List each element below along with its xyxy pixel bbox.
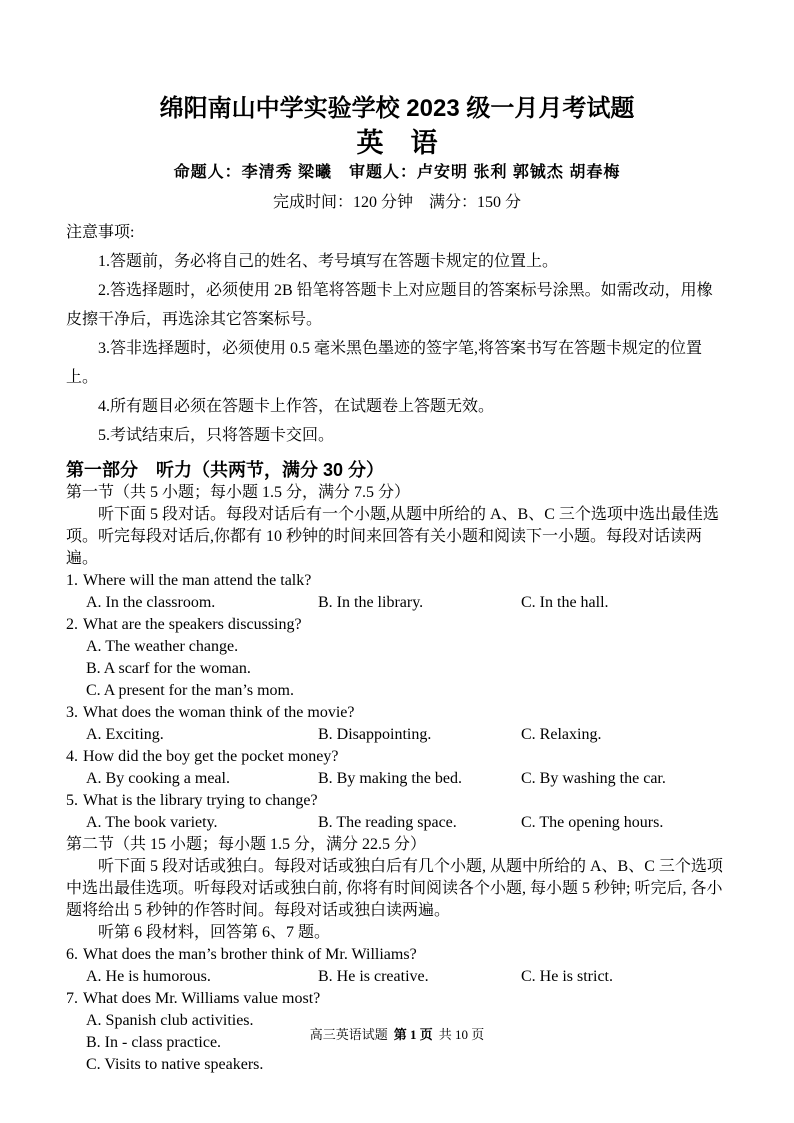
question-1-text: Where will the man attend the talk? [83, 572, 312, 589]
option-a: A. The weather change. [86, 638, 239, 655]
notice-item-5: 5.考试结束后，只将答题卡交回。 [98, 427, 335, 444]
option-c: C. Visits to native speakers. [86, 1056, 264, 1073]
section1-instructions: 听下面 5 段对话。每段对话后有一个小题,从题中所给的 A、B、C 三个选项中选出最佳选项。听完每段对话后,你都有 10 秒钟的时间来回答有关小题和阅读下一小题。每段对话读两遍。 [66, 506, 719, 567]
option-b: B. Disappointing. [318, 726, 432, 743]
option-b: B. The reading space. [318, 814, 457, 831]
question-6-options [66, 966, 728, 988]
question-3-options [66, 724, 728, 746]
option-b: B. He is creative. [318, 968, 429, 985]
option-c: C. In the hall. [521, 594, 609, 611]
question-5 [66, 790, 728, 812]
question-7-text: What does Mr. Williams value most? [83, 990, 321, 1007]
question-6-text: What does the man’s brother think of Mr. Williams? [83, 946, 417, 963]
time-score-line: 完成时间：120 分钟 满分：150 分 [272, 194, 521, 211]
option-b: B. In the library. [318, 594, 424, 611]
notice-item-2: 2.答选择题时，必须使用 2B 铅笔将答题卡上对应题目的答案标号涂黑。如需改动，用橡皮擦干净后，再选涂其它答案标号。 [66, 282, 713, 328]
question-7-number: 7. [66, 990, 78, 1007]
notice-item-3: 3.答非选择题时，必须使用 0.5 毫米黑色墨迹的签字笔,将答案书写在答题卡规定的位置上。 [66, 340, 703, 386]
setters-line: 命题人：李清秀 梁曦 审题人：卢安明 张利 郭铖杰 胡春梅 [173, 164, 621, 181]
footer-doc-title: 高三英语试题 [309, 1027, 388, 1042]
option-a: A. Spanish club activities. [86, 1012, 254, 1029]
question-6 [66, 944, 728, 966]
question-3-text: What does the woman think of the movie? [83, 704, 355, 721]
option-a: A. Exciting. [86, 726, 164, 743]
question-4-text: How did the boy get the pocket money? [83, 748, 339, 765]
notice-item-4: 4.所有题目必须在答题卡上作答，在试题卷上答题无效。 [98, 398, 495, 415]
option-b: B. By making the bed. [318, 770, 462, 787]
part1-heading: 第一部分 听力（共两节，满分 30 分） [66, 460, 385, 480]
question-2-options [66, 636, 728, 702]
option-c: C. By washing the car. [521, 770, 666, 787]
question-4-number: 4. [66, 748, 78, 765]
footer-page-number: 第 1 页 [393, 1027, 433, 1042]
question-4 [66, 746, 728, 768]
question-1 [66, 570, 728, 592]
question-6-number: 6. [66, 946, 78, 963]
option-b: B. A scarf for the woman. [86, 660, 251, 677]
question-7 [66, 988, 728, 1010]
page-footer [0, 1026, 794, 1044]
question-3 [66, 702, 728, 724]
question-5-options [66, 812, 728, 834]
option-a: A. By cooking a meal. [86, 770, 230, 787]
option-a: A. He is humorous. [86, 968, 211, 985]
option-a: A. The book variety. [86, 814, 218, 831]
question-4-options [66, 768, 728, 790]
section2-heading: 第二节（共 15 小题；每小题 1.5 分，满分 22.5 分） [66, 836, 427, 853]
question-1-options [66, 592, 728, 614]
section2-instructions: 听下面 5 段对话或独白。每段对话或独白后有几个小题, 从题中所给的 A、B、C 三个选项中选出最佳选项。听每段对话或独白前, 你将有时间阅读各个小题, 每小题 5 秒钟; 听完后, 各小题将给出 5 秒钟的作答时间。每段对话或独白读两遍。 [66, 858, 723, 919]
notice-section [66, 218, 728, 450]
option-c: C. Relaxing. [521, 726, 602, 743]
question-2-number: 2. [66, 616, 78, 633]
question-5-number: 5. [66, 792, 78, 809]
exam-title: 绵阳南山中学实验学校 2023 级一月月考试题 [159, 95, 635, 122]
question-5-text: What is the library trying to change? [83, 792, 318, 809]
option-c: C. The opening hours. [521, 814, 664, 831]
subject-title: 英 语 [356, 128, 438, 158]
option-c: C. He is strict. [521, 968, 613, 985]
section2-material-note: 听第 6 段材料，回答第 6、7 题。 [98, 924, 331, 941]
question-2-text: What are the speakers discussing? [83, 616, 302, 633]
footer-total-pages: 共 10 页 [438, 1027, 485, 1042]
section1-heading: 第一节（共 5 小题；每小题 1.5 分，满分 7.5 分） [66, 484, 411, 501]
option-b: B. In - class practice. [86, 1034, 222, 1051]
question-2 [66, 614, 728, 636]
notice-heading: 注意事项: [66, 224, 135, 241]
option-a: A. In the classroom. [86, 594, 216, 611]
notice-item-1: 1.答题前，务必将自己的姓名、考号填写在答题卡规定的位置上。 [98, 253, 559, 270]
option-c: C. A present for the man’s mom. [86, 682, 294, 699]
question-3-number: 3. [66, 704, 78, 721]
question-1-number: 1. [66, 572, 78, 589]
